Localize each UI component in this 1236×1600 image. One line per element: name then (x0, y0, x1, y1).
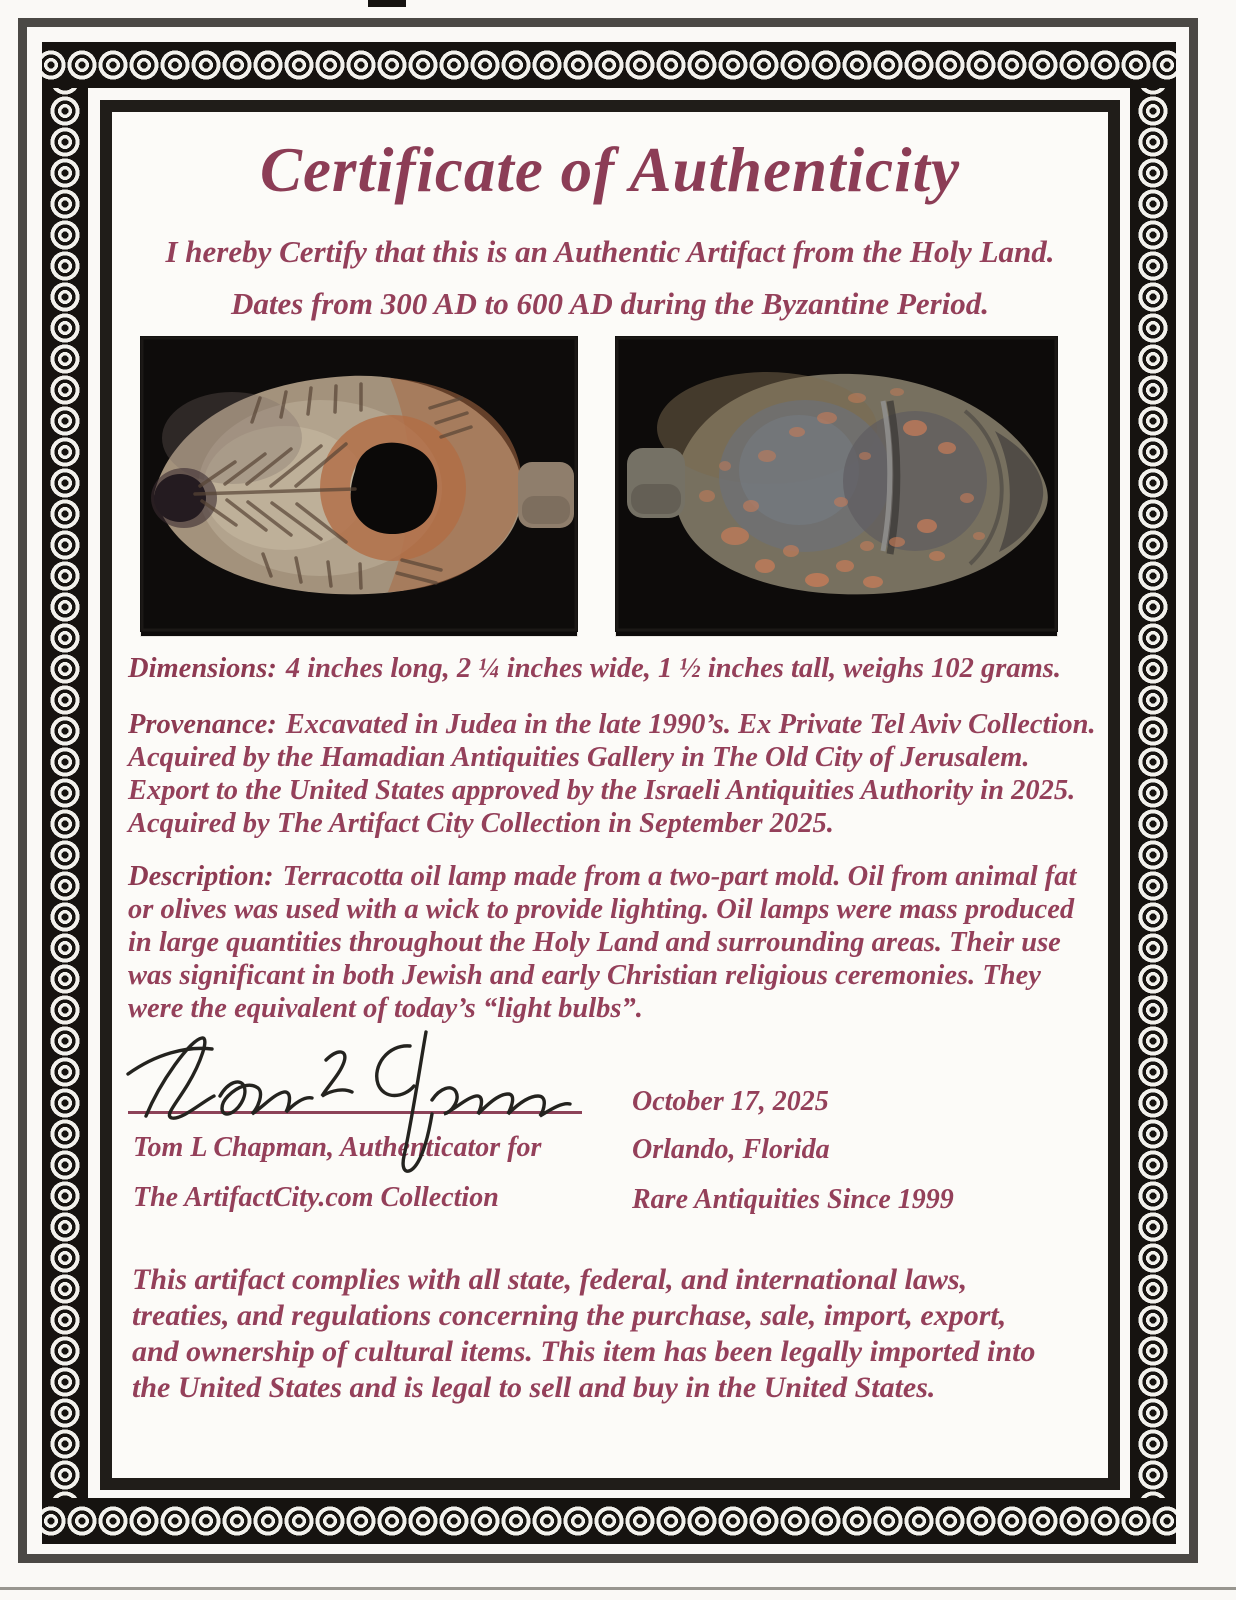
scan-edge-line (0, 1587, 1236, 1590)
provenance-label: Provenance: (128, 709, 277, 740)
provenance-text: Excavated in Judea in the late 1990’s. Ex Private Tel Aviv Collection. Acquired by the Hamadian Antiquities Gallery in The Old City of Jerusalem. Export to the United States approved by the Israeli Antiquities Authority in 2025. Acquired by The Artifact City Collection in September 2025. (128, 709, 1096, 839)
oil-lamp-bottom-view-photo (615, 336, 1058, 637)
dating-statement: Dates from 300 AD to 600 AD during the Byzantine Period. (230, 286, 990, 321)
description-text: Terracotta oil lamp made from a two-part mold. Oil from animal fat or olives was used with a wick to provide lighting. Oil lamps were mass produced in large quantities throughout the Holy Land and surrounding areas. Their use was significant in both Jewish and early Christian religious ceremonies. They were the equivalent of today’s “light bulbs”. (128, 861, 1077, 1024)
dimensions-paragraph (128, 652, 1096, 685)
certificate-location: Orlando, Florida (632, 1134, 830, 1165)
oil-lamp-bottom-view-illustration (615, 336, 1058, 632)
dimensions-label: Dimensions: (128, 653, 277, 684)
dealer-tagline: Rare Antiquities Since 1999 (632, 1184, 954, 1215)
compliance-paragraph: This artifact complies with all state, federal, and international laws, treaties, and regulations concerning the purchase, sale, import, export, and ownership of cultural items. This item has been legally imported into the United States and is legal to sell and buy in the United States. (132, 1263, 1036, 1404)
description-paragraph (128, 860, 1096, 1025)
certificate-date: October 17, 2025 (632, 1086, 829, 1117)
frame-bullseye-band-top (42, 42, 1176, 88)
dimensions-text: 4 inches long, 2 ¼ inches wide, 1 ½ inches tall, weighs 102 grams. (285, 653, 1061, 684)
collection-line: The ArtifactCity.com Collection (133, 1182, 499, 1213)
scan-artifact-mark (368, 0, 406, 7)
certify-statement: I hereby Certify that this is an Authentic Artifact from the Holy Land. (165, 234, 1055, 269)
artifact-photos (140, 336, 1058, 637)
oil-lamp-top-view-illustration (140, 336, 578, 632)
provenance-paragraph (128, 708, 1096, 840)
frame-bullseye-band-bottom (42, 1498, 1176, 1544)
frame-bullseye-band-left (42, 88, 88, 1498)
description-label: Description: (128, 861, 274, 892)
certificate-title: Certificate of Authenticity (259, 135, 961, 205)
oil-lamp-top-view-photo (140, 336, 578, 637)
signature-line (128, 1111, 582, 1114)
frame-bullseye-band-right (1130, 88, 1176, 1498)
authenticator-name-line: Tom L Chapman, Authenticator for (133, 1132, 542, 1163)
